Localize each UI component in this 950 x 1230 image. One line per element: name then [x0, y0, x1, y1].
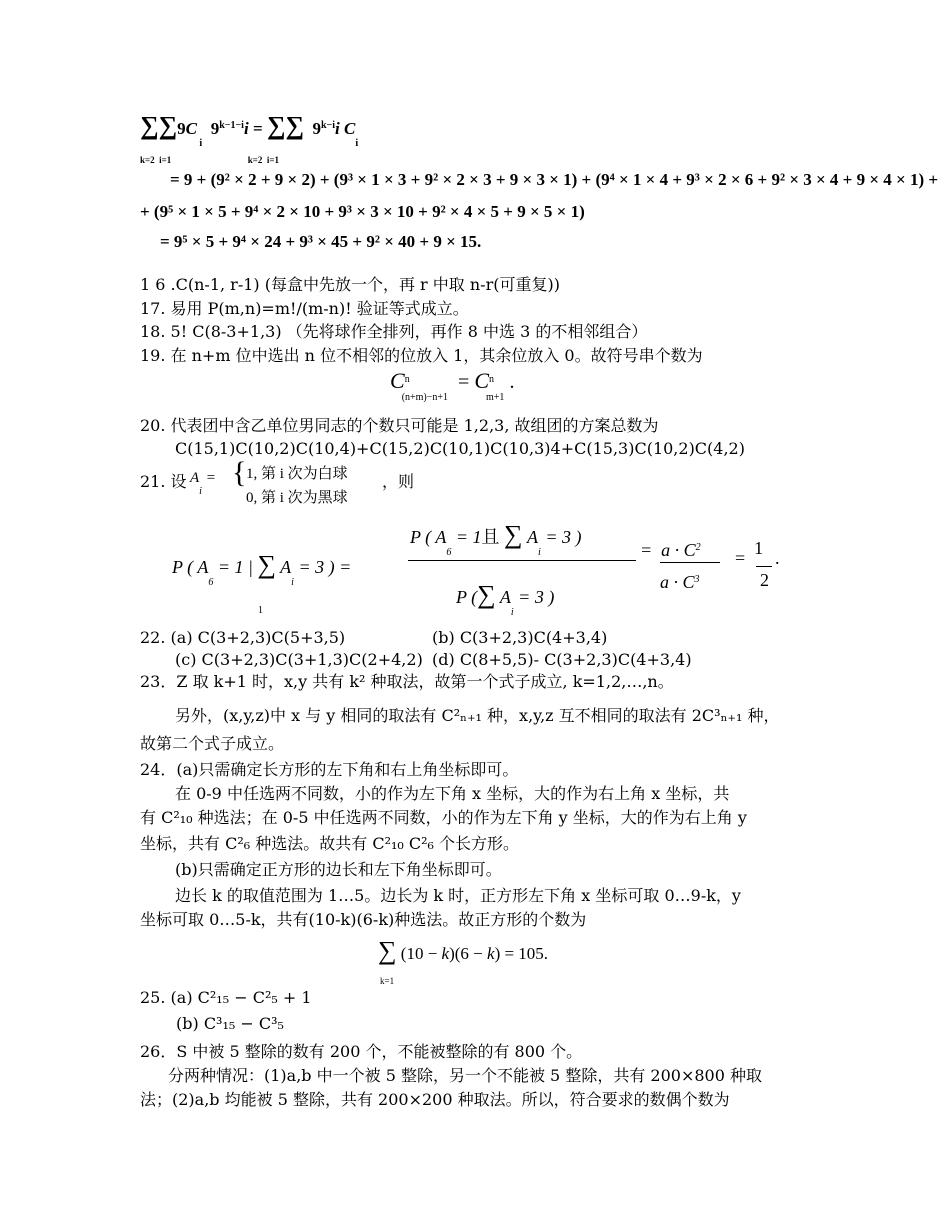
item-24-formula-sub: k=1 [380, 976, 395, 986]
item-25a: 25. (a) C²₁₅ − C²₅ + 1 [140, 988, 312, 1007]
item-25b: (b) C³₁₅ − C³₅ [176, 1014, 284, 1033]
item-24-formula: ∑ (10 − k)(6 − k) = 105. [378, 936, 549, 965]
item-16: 1 6 .C(n-1, r-1) (每盒中先放一个，再 r 中取 n-r(可重复)) [140, 275, 560, 294]
item-21-result-bar [660, 562, 720, 563]
item-23-b: 另外，(x,y,z)中 x 与 y 相同的取法有 C²ₙ₊₁ 种，x,y,z 互不相同的取法有 2C³ₙ₊₁ 种， [175, 706, 780, 725]
item-22b: (b) C(3+2,3)C(4+3,4) [432, 628, 608, 647]
item-24-f: 边长 k 的取值范围为 1…5。边长为 k 时，正方形左下角 x 坐标可取 0…9-k，y [175, 886, 741, 905]
item-21-result-den: $a \cdot C^3$ [660, 572, 700, 592]
item-21-half-den: 2 [760, 570, 769, 590]
item-19: 19. 在 n+m 位中选出 n 位不相邻的位放入 1，其余位放入 0。故符号串个数为 [140, 346, 703, 365]
item-24-c: 有 C²₁₀ 种选法；在 0-5 中任选两不同数，小的作为左下角 y 坐标，大的作为右上角 y [140, 808, 747, 827]
item-24-b: 在 0-9 中任选两不同数，小的作为左下角 x 坐标，大的作为右上角 x 坐标，共 [175, 784, 730, 803]
item-21-numerator: P ( $A_6 = 1$且 ∑ $A_i = 3$ ) [410, 520, 582, 558]
item-26: 26．S 中被 5 整除的数有 200 个，不能被整除的有 800 个。 [140, 1042, 583, 1061]
item-19-formula: $C^n_{(n+m)-n+1} = C^n_{m+1}$ . [390, 368, 515, 403]
item-21-period: . [775, 548, 780, 568]
item-21-lhs-limit: 1 [258, 605, 263, 616]
sum-line-4: = 9⁵ × 5 + 9⁴ × 24 + 9³ × 45 + 9² × 40 + 9 × 15. [160, 232, 482, 251]
item-23-c: 故第二个式子成立。 [140, 734, 285, 753]
item-26-b: 分两种情况：(1)a,b 中一个被 5 整除，另一个不能被 5 整除，共有 200×800 种取 [168, 1066, 762, 1085]
item-23: 23．Z 取 k+1 时，x,y 共有 k² 种取法，故第一个式子成立, k=1,2,…,n。 [140, 672, 674, 691]
item-21-then: ，则 [382, 472, 415, 491]
item-22a: 22. (a) C(3+2,3)C(5+3,5) [140, 628, 346, 647]
item-21-half-bar [756, 566, 772, 567]
item-22d: (d) C(8+5,5)- C(3+2,3)C(4+3,4) [432, 650, 692, 669]
item-24-e: (b)只需确定正方形的边长和左下角坐标即可。 [175, 860, 502, 879]
item-21-result: = $a \cdot C^2$ [640, 540, 701, 560]
item-20-formula: C(15,1)C(10,2)C(10,4)+C(15,2)C(10,1)C(10,3)4+C(15,3)C(10,2)C(4,2) [175, 439, 745, 458]
item-24-g: 坐标可取 0…5-k，共有(10-k)(6-k)种选法。故正方形的个数为 [140, 910, 587, 929]
item-21-case-1: 1, 第 i 次为白球 [246, 466, 348, 482]
sum-line-1-limits: k=2 i=1 k=2 i=1 [140, 155, 280, 165]
item-21-Ai: $A_i$ = [190, 470, 216, 497]
sum-line-2: = 9 + (9² × 2 + 9 × 2) + (9³ × 1 × 3 + 9² × 2 × 3 + 9 × 3 × 1) + (9⁴ × 1 × 4 + 9³ × 2 × 6 + 9² × 3 × 4 + 9 × 4 × 1) + [170, 170, 939, 189]
item-21-denominator: P (∑ $A_i = 3$ ) [456, 580, 555, 618]
item-21-fraction-bar [408, 560, 636, 561]
sum-line-3: + (9⁵ × 1 × 5 + 9⁴ × 2 × 10 + 9³ × 3 × 10 + 9² × 4 × 5 + 9 × 5 × 1) [140, 202, 585, 221]
item-18: 18. 5! C(8-3+1,3) （先将球作全排列，再作 8 中选 3 的不相邻组合） [140, 322, 648, 341]
item-22c: (c) C(3+2,3)C(3+1,3)C(2+4,2) [175, 650, 423, 669]
sum-line-1: ∑∑9C $_i$ $9^{k-1-i}i$ = ∑∑ $9^{k-i}i$ $C_i$ [140, 111, 359, 149]
item-26-c: 法；(2)a,b 均能被 5 整除，共有 200×200 种取法。所以，符合要求的数偶个数为 [140, 1090, 730, 1109]
item-21-case-0: 0, 第 i 次为黑球 [246, 490, 348, 506]
item-17: 17. 易用 P(m,n)=m!/(m-n)! 验证等式成立。 [140, 299, 469, 318]
item-21-brace: { [232, 456, 247, 489]
item-24: 24．(a)只需确定长方形的左下角和右上角坐标即可。 [140, 760, 519, 779]
item-21-prefix: 21. 设 [140, 472, 187, 491]
item-24-d: 坐标，共有 C²₆ 种选法。故共有 C²₁₀ C²₆ 个长方形。 [140, 834, 520, 853]
item-20: 20. 代表团中含乙单位男同志的个数只可能是 1,2,3, 故组团的方案总数为 [140, 416, 659, 435]
item-21-half: = 1 [735, 538, 764, 568]
item-21-lhs: P ( $A_6 = 1$ | ∑ $A_i = 3$ ) = [172, 550, 352, 588]
